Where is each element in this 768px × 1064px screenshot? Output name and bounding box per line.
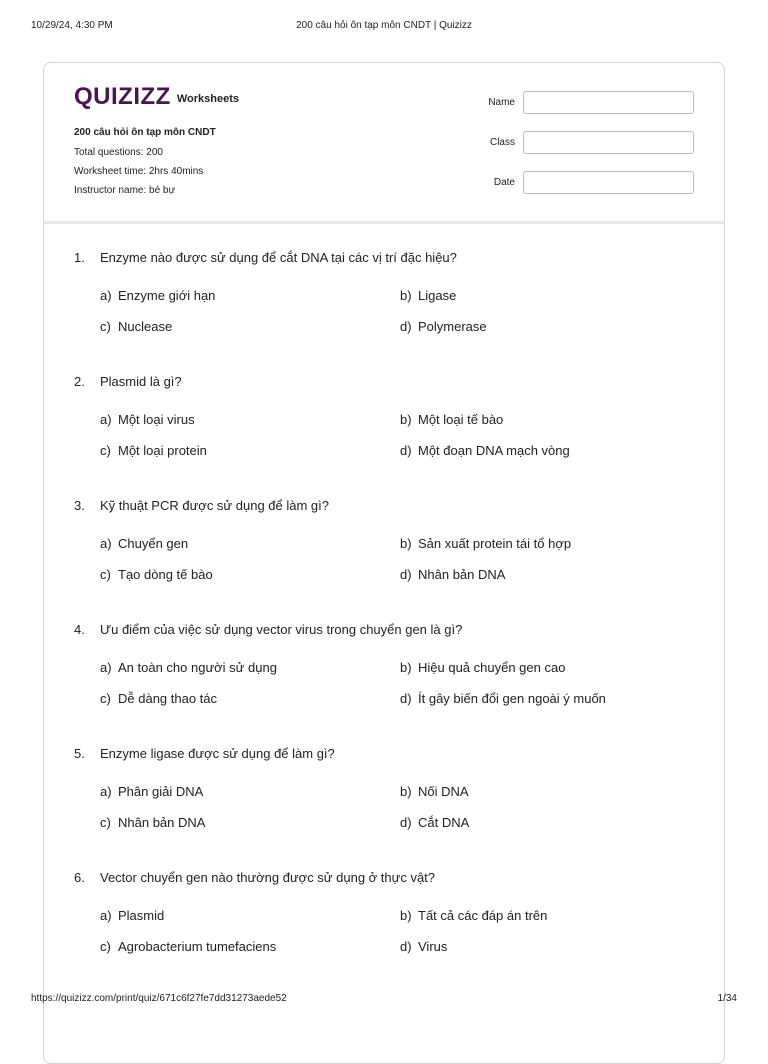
- option-b: [400, 412, 503, 427]
- option-d: [400, 691, 606, 706]
- option-letter: a): [100, 660, 112, 675]
- option-letter: d): [400, 567, 412, 582]
- question-text: Enzyme nào được sử dụng để cắt DNA tại các vị trí đặc hiệu?: [100, 250, 457, 265]
- question-number: 1.: [74, 250, 85, 265]
- option-a: [100, 412, 195, 427]
- option-letter: c): [100, 567, 111, 582]
- option-text: Nhân bản DNA: [118, 815, 206, 830]
- option-b: [400, 784, 469, 799]
- option-d: [400, 939, 447, 954]
- name-field[interactable]: [523, 91, 694, 114]
- option-letter: c): [100, 319, 111, 334]
- date-label: Date: [493, 177, 515, 188]
- date-field[interactable]: [523, 171, 694, 194]
- option-letter: d): [400, 691, 412, 706]
- option-text: Một loại protein: [118, 443, 207, 458]
- option-text: Plasmid: [118, 908, 165, 923]
- option-text: Một loại tế bào: [418, 412, 504, 427]
- question-item: [44, 622, 724, 742]
- question-number: 3.: [74, 498, 85, 513]
- option-text: Ít gây biến đổi gen ngoài ý muốn: [418, 691, 606, 706]
- option-text: Agrobacterium tumefaciens: [118, 939, 277, 954]
- quizizz-logo: QUIZIZZ: [74, 83, 171, 110]
- option-c: [100, 443, 207, 458]
- option-text: Ligase: [418, 288, 457, 303]
- option-b: [400, 908, 547, 923]
- option-letter: b): [400, 784, 412, 799]
- option-letter: a): [100, 288, 112, 303]
- option-b: [400, 536, 571, 551]
- worksheet-title: 200 câu hỏi ôn tạp môn CNDT: [74, 127, 216, 138]
- option-c: [100, 691, 217, 706]
- option-d: [400, 319, 487, 334]
- option-text: Tạo dòng tế bào: [118, 567, 213, 582]
- option-text: Nhân bản DNA: [418, 567, 506, 582]
- option-text: Hiệu quả chuyển gen cao: [418, 660, 566, 675]
- option-a: [100, 660, 277, 675]
- option-letter: d): [400, 939, 412, 954]
- option-letter: c): [100, 939, 111, 954]
- question-number: 5.: [74, 746, 85, 761]
- option-d: [400, 815, 469, 830]
- option-a: [100, 908, 164, 923]
- option-text: Polymerase: [418, 319, 487, 334]
- option-letter: c): [100, 691, 111, 706]
- option-c: [100, 567, 213, 582]
- option-text: Enzyme giới hạn: [118, 288, 216, 303]
- option-letter: b): [400, 536, 412, 551]
- question-number: 6.: [74, 870, 85, 885]
- question-text: Vector chuyển gen nào thường được sử dụng ở thực vật?: [100, 870, 436, 885]
- print-page-number: 1/34: [717, 993, 737, 1004]
- option-text: Một loại virus: [118, 412, 195, 427]
- question-item: [44, 870, 724, 990]
- option-b: [400, 288, 456, 303]
- option-text: An toàn cho người sử dụng: [118, 660, 277, 675]
- option-c: [100, 939, 276, 954]
- question-number: 2.: [74, 374, 85, 389]
- option-text: Virus: [418, 939, 448, 954]
- option-c: [100, 319, 172, 334]
- option-a: [100, 784, 203, 799]
- worksheet-card: [43, 62, 725, 1064]
- question-text: Enzyme ligase được sử dụng để làm gì?: [100, 746, 335, 761]
- option-letter: b): [400, 908, 412, 923]
- option-text: Dễ dàng thao tác: [118, 691, 218, 706]
- option-letter: d): [400, 319, 412, 334]
- option-letter: a): [100, 908, 112, 923]
- option-letter: b): [400, 412, 412, 427]
- option-letter: c): [100, 443, 111, 458]
- option-text: Một đoạn DNA mạch vòng: [418, 443, 570, 458]
- option-d: [400, 443, 570, 458]
- name-label: Name: [488, 97, 515, 108]
- option-text: Chuyển gen: [118, 536, 189, 551]
- question-item: [44, 374, 724, 494]
- option-d: [400, 567, 505, 582]
- option-a: [100, 536, 188, 551]
- question-item: [44, 498, 724, 618]
- brand: [74, 85, 239, 109]
- option-a: [100, 288, 215, 303]
- question-text: Plasmid là gì?: [100, 374, 182, 389]
- option-letter: c): [100, 815, 111, 830]
- print-page-title: 200 câu hỏi ôn tạp môn CNDT | Quizizz: [296, 20, 472, 31]
- option-letter: a): [100, 412, 112, 427]
- question-text: Ưu điểm của việc sử dụng vector virus trong chuyển gen là gì?: [100, 622, 463, 637]
- print-url: https://quizizz.com/print/quiz/671c6f27fe7dd31273aede52: [31, 993, 287, 1004]
- option-text: Tất cả các đáp án trên: [418, 908, 548, 923]
- brand-subtitle: Worksheets: [176, 93, 239, 105]
- print-datetime: 10/29/24, 4:30 PM: [31, 20, 113, 31]
- total-questions: Total questions: 200: [74, 147, 163, 158]
- instructor-name: Instructor name: bé bự: [74, 185, 176, 196]
- option-letter: a): [100, 784, 112, 799]
- question-item: [44, 746, 724, 866]
- option-b: [400, 660, 565, 675]
- question-text: Kỹ thuật PCR được sử dụng để làm gì?: [100, 498, 329, 513]
- option-c: [100, 815, 205, 830]
- worksheet-header: [44, 63, 724, 224]
- option-text: Nối DNA: [418, 784, 469, 799]
- question-item: [44, 250, 724, 370]
- option-text: Nuclease: [118, 319, 173, 334]
- worksheet-time: Worksheet time: 2hrs 40mins: [74, 166, 204, 177]
- question-number: 4.: [74, 622, 85, 637]
- option-letter: d): [400, 443, 412, 458]
- option-text: Sản xuất protein tái tổ hợp: [418, 536, 572, 551]
- option-letter: b): [400, 288, 412, 303]
- option-text: Cắt DNA: [418, 815, 470, 830]
- class-field[interactable]: [523, 131, 694, 154]
- option-letter: b): [400, 660, 412, 675]
- option-letter: d): [400, 815, 412, 830]
- option-letter: a): [100, 536, 112, 551]
- class-label: Class: [489, 137, 515, 148]
- option-text: Phân giải DNA: [118, 784, 204, 799]
